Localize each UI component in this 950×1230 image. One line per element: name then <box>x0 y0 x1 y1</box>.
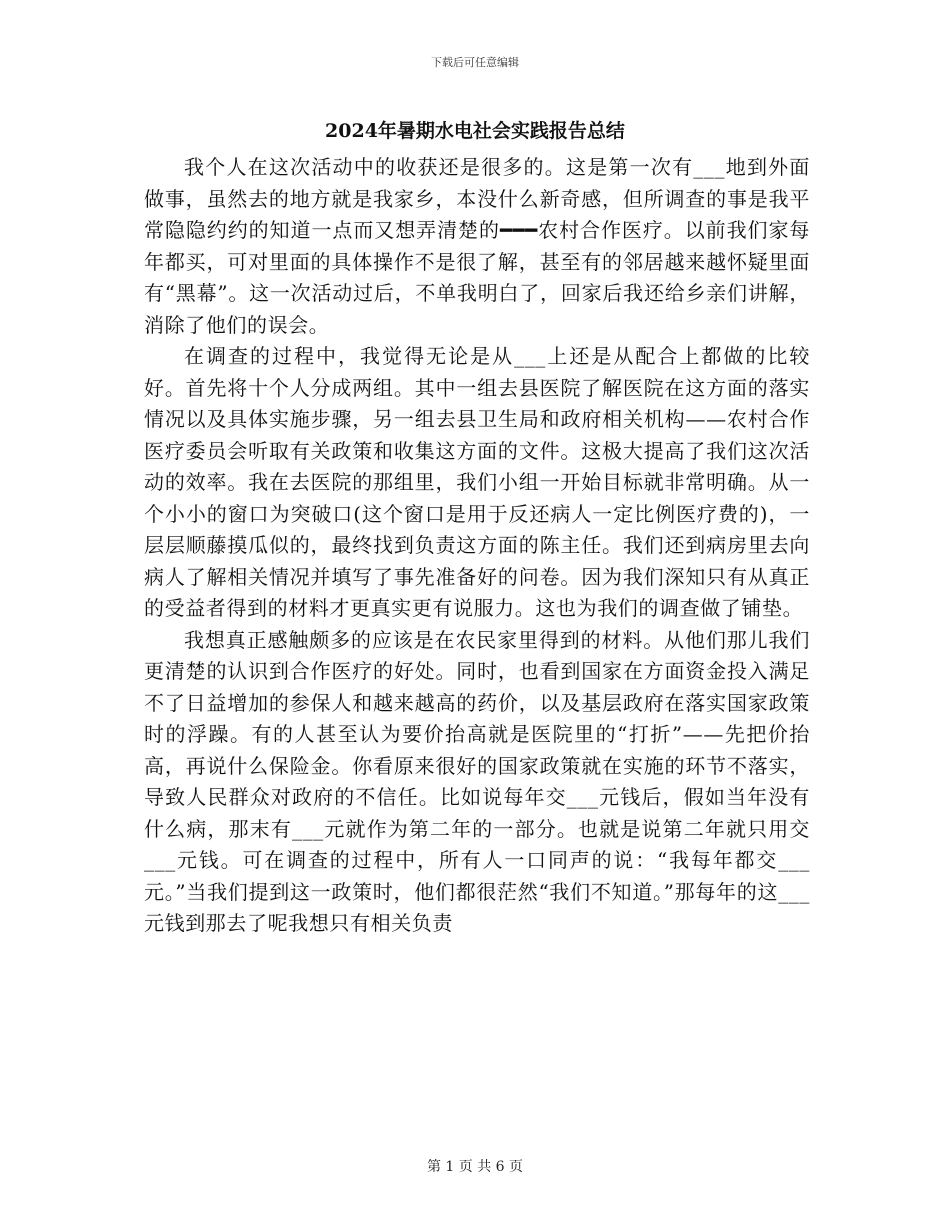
paragraph-1: 我个人在这次活动中的收获还是很多的。这是第一次有___地到外面做事，虽然去的地方就是我家乡，本没什么新奇感，但所调查的事是我平常隐隐约约的知道一点而又想弄清楚的━━━农村合作医疗。以前我们家每年都买，可对里面的具体操作不是很了解，甚至有的邻居越来越怀疑里面有“黑幕”。这一次活动过后，不单我明白了，回家后我还给乡亲们讲解，消除了他们的误会。 <box>144 155 810 337</box>
document-body <box>144 152 810 940</box>
page-header-note: 下载后可任意编辑 <box>431 56 519 69</box>
document-title: 2024年暑期水电社会实践报告总结 <box>325 120 625 142</box>
paragraph-2: 在调查的过程中，我觉得无论是从___上还是从配合上都做的比较好。首先将十个人分成两组。其中一组去县医院了解医院在这方面的落实情况以及具体实施步骤，另一组去县卫生局和政府相关机构——农村合作医疗委员会听取有关政策和收集这方面的文件。这极大提高了我们这次活动的效率。我在去医院的那组里，我们小组一开始目标就非常明确。从一个小小的窗口为突破口(这个窗口是用于反还病人一定比例医疗费的)，一层层顺藤摸瓜似的，最终找到负责这方面的陈主任。我们还到病房里去向病人了解相关情况并填写了事先准备好的问卷。因为我们深知只有从真正的受益者得到的材料才更真实更有说服力。这也为我们的调查做了铺垫。 <box>144 344 810 620</box>
paragraph-3: 我想真正感触颇多的应该是在农民家里得到的材料。从他们那儿我们更清楚的认识到合作医疗的好处。同时，也看到国家在方面资金投入满足不了日益增加的参保人和越来越高的药价，以及基层政府在落实国家政策时的浮躁。有的人甚至认为要价抬高就是医院里的“打折”——先把价抬高，再说什么保险金。你看原来很好的国家政策就在实施的环节不落实，导致人民群众对政府的不信任。比如说每年交___元钱后，假如当年没有什么病，那末有___元就作为第二年的一部分。也就是说第二年就只用交___元钱。可在调查的过程中，所有人一口同声的说：“我每年都交___元。”当我们提到这一政策时，他们都很茫然“我们不知道。”那每年的这___元钱到那去了呢我想只有相关负责 <box>144 627 810 935</box>
page-footer-number: 第 1 页 共 6 页 <box>426 1159 524 1175</box>
